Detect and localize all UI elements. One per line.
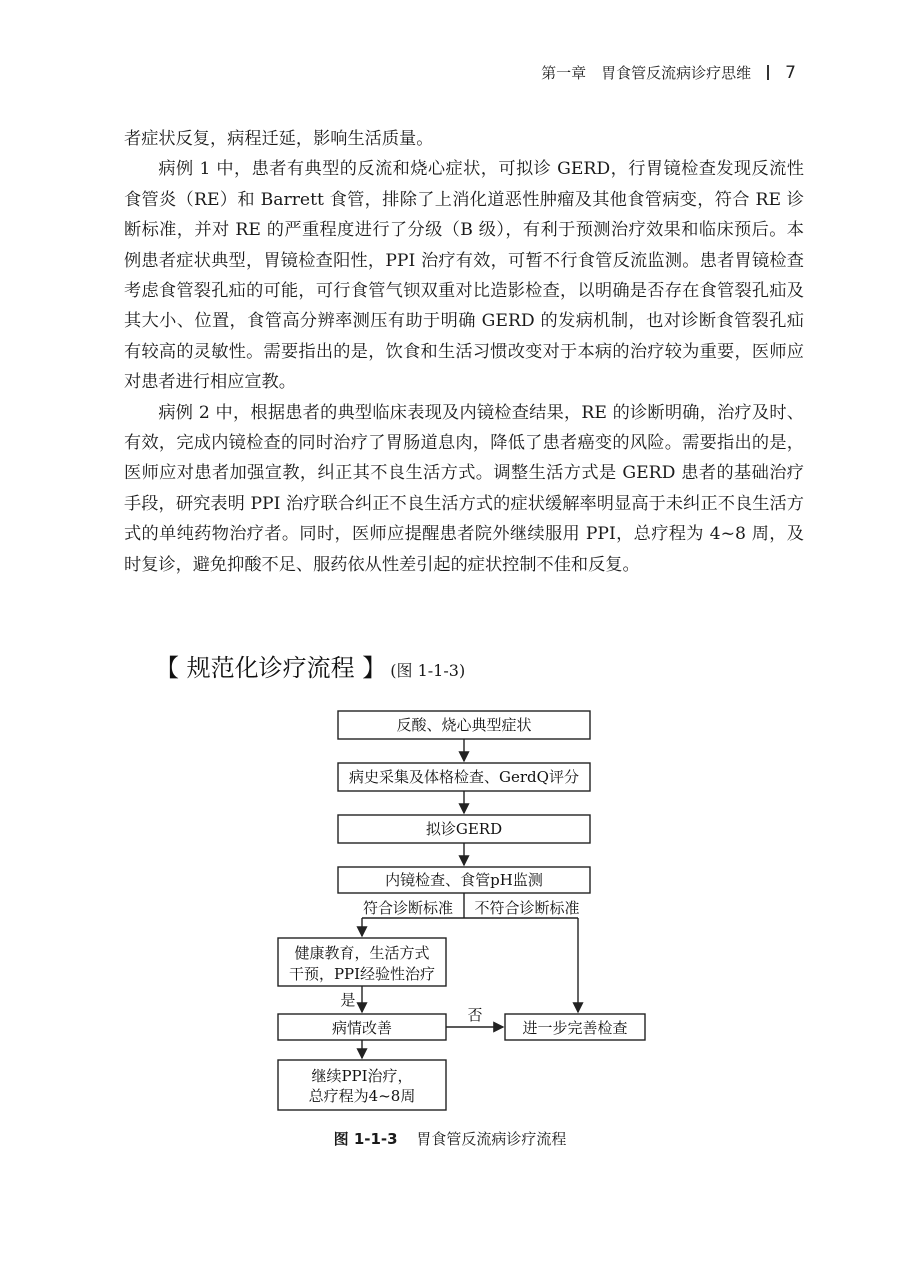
label-meets-criteria: 符合诊断标准 (362, 899, 454, 917)
text-treatment-line2: 干预，PPI经验性治疗 (288, 965, 436, 983)
figure-number: 图 1-1-3 (333, 1130, 398, 1148)
label-yes: 是 (340, 991, 356, 1009)
figure-reference: (图 1-1-3) (390, 661, 466, 680)
text-improvement: 病情改善 (331, 1019, 393, 1037)
label-no: 否 (467, 1006, 483, 1024)
paragraph-continued: 者症状反复，病程迁延，影响生活质量。 (124, 129, 434, 149)
text-treatment-line1: 健康教育，生活方式 (294, 944, 430, 962)
paragraph-case-2: 病例 2 中，根据患者的典型临床表现及内镜检查结果，RE 的诊断明确，治疗及时、有效，完成内镜检查的同时治疗了胃肠道息肉，降低了患者癌变的风险。需要指出的是，医师应对患者加强宣教，纠正其不良生活方式。调整生活方式是 GERD 患者的基础治疗手段，研究表明 PPI 治疗联合纠正不良生活方式的症状缓解率明显高于未纠正不良生活方式的单纯药物治疗者。同时，医师应提醒患者院外继续服用 PPI，总疗程为 4~8 周，及时复诊，避免抑酸不足、服药依从性差引起的症状控制不佳和反复。 (124, 402, 804, 575)
text-continue-line2: 总疗程为4~8周 (308, 1087, 416, 1105)
paragraph-case-1: 病例 1 中，患者有典型的反流和烧心症状，可拟诊 GERD，行胃镜检查发现反流性食管炎（RE）和 Barrett 食管，排除了上消化道恶性肿瘤及其他食管病变，符合 RE 诊断标准，并对 RE 的严重程度进行了分级（B 级），有利于预测治疗效果和临床预后。本例患者症状典型，胃镜检查阳性，PPI 治疗有效，可暂不行食管反流监测。患者胃镜检查考虑食管裂孔疝的可能，可行食管气钡双重对比造影检查，以明确是否存在食管裂孔疝及其大小、位置，食管高分辨率测压有助于明确 GERD 的发病机制，也对诊断食管裂孔疝有较高的灵敏性。需要指出的是，饮食和生活习惯改变对于本病的治疗较为重要，医师应对患者进行相应宣教。 (124, 159, 804, 393)
text-symptoms: 反酸、烧心典型症状 (396, 716, 532, 734)
text-further-exam: 进一步完善检查 (522, 1019, 628, 1037)
chapter-title: 第一章 胃食管反流病诊疗思维 (541, 64, 752, 82)
page-number: 7 (785, 62, 796, 83)
text-history: 病史采集及体格检查、GerdQ评分 (349, 768, 579, 786)
text-continue-line1: 继续PPI治疗， (311, 1067, 413, 1085)
text-endoscopy: 内镜检查、食管pH监测 (385, 871, 543, 889)
label-not-meet-criteria: 不符合诊断标准 (474, 899, 580, 917)
section-title: 【 规范化诊疗流程 】 (155, 654, 387, 682)
figure-title: 胃食管反流病诊疗流程 (416, 1130, 567, 1148)
text-presumptive: 拟诊GERD (425, 820, 503, 838)
figure-caption (0, 1128, 900, 1149)
